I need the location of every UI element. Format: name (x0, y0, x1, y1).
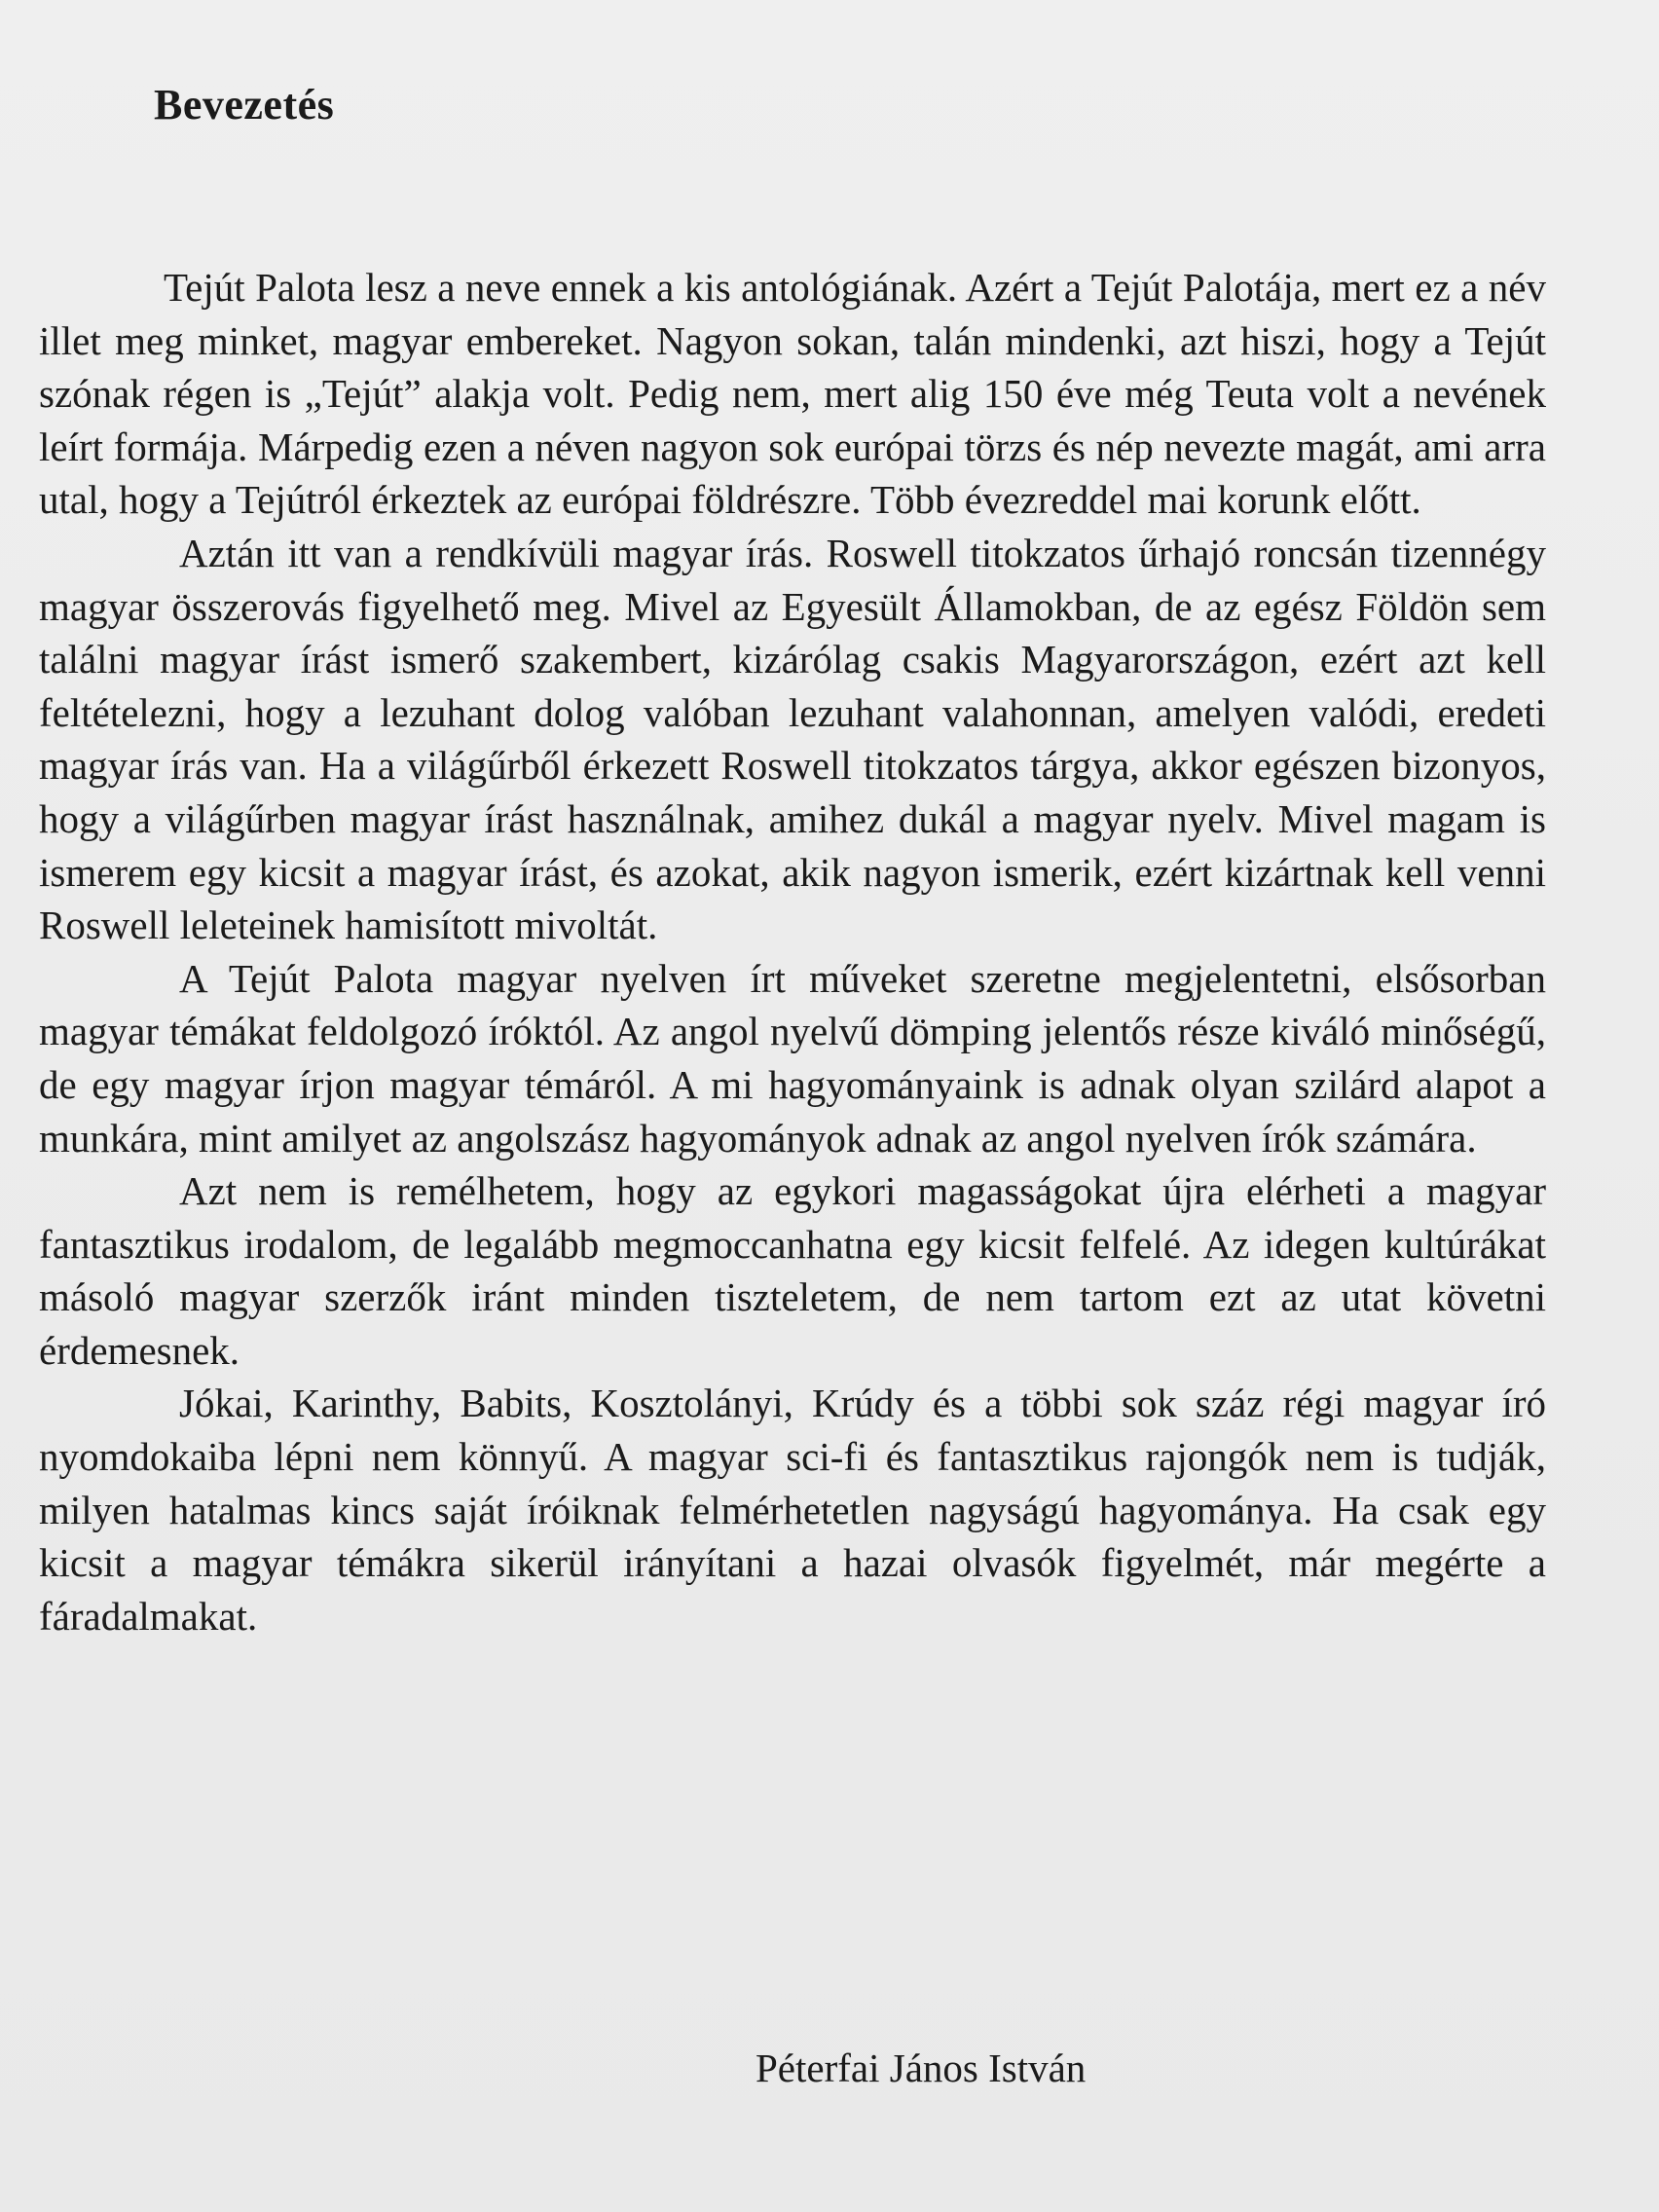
page-title: Bevezetés (154, 81, 335, 129)
paragraph-1: Tejút Palota lesz a neve ennek a kis antológiának. Azért a Tejút Palotája, mert ez a név illet meg minket, magyar embereket. Nagyon sokan, talán mindenki, azt hiszi, hogy a Tejút szónak régen is „Tejút” alakja volt. Pedig nem, mert alig 150 éve még Teuta volt a nevének leírt formája. Márpedig ezen a néven nagyon sok európai törzs és nép nevezte magát, ami arra utal, hogy a Tejútról érkeztek az európai földrészre. Több évezreddel mai korunk előtt. (39, 265, 1546, 523)
paragraph-5: Jókai, Karinthy, Babits, Kosztolányi, Krúdy és a többi sok száz régi magyar író nyomdokaiba lépni nem könnyű. A magyar sci-fi és fantasztikus rajongók nem is tudják, milyen hatalmas kincs saját íróiknak felmérhetetlen nagyságú hagyománya. Ha csak egy kicsit a magyar témákra sikerül irányítani a hazai olvasók figyelmét, már megérte a fáradalmakat. (39, 1381, 1546, 1639)
author-signature: Péterfai János István (756, 2046, 1087, 2090)
paragraph-3: A Tejút Palota magyar nyelven írt műveket szeretne megjelentetni, elsősorban magyar témákat feldolgozó íróktól. Az angol nyelvű dömping jelentős része kiváló minőségű, de egy magyar írjon magyar témáról. A mi hagyományaink is adnak olyan szilárd alapot a munkára, mint amilyet az angolszász hagyományok adnak az angol nyelven írók számára. (39, 955, 1546, 1161)
body-text (39, 261, 1546, 1642)
paragraph-2: Aztán itt van a rendkívüli magyar írás. Roswell titokzatos űrhajó roncsán tizennégy magyar összerovás figyelhető meg. Mivel az Egyesült Államokban, de az egész Földön sem találni magyar írást ismerő szakembert, kizárólag csakis Magyarországon, ezért azt kell feltételezni, hogy a lezuhant dolog valóban lezuhant valahonnan, amelyen valódi, eredeti magyar írás van. Ha a világűrből érkezett Roswell titokzatos tárgya, akkor egészen bizonyos, hogy a világűrben magyar írást használnak, amihez dukál a magyar nyelv. Mivel magam is ismerem egy kicsit a magyar írást, és azokat, akik nagyon ismerik, ezért kizártnak kell venni Roswell leleteinek hamisított mivoltát. (39, 530, 1546, 948)
paragraph-4: Azt nem is remélhetem, hogy az egykori magasságokat újra elérheti a magyar fantasztikus irodalom, de legalább megmoccanhatna egy kicsit felfelé. Az idegen kultúrákat másoló magyar szerzők iránt minden tiszteletem, de nem tartom ezt az utat követni érdemesnek. (39, 1168, 1546, 1373)
